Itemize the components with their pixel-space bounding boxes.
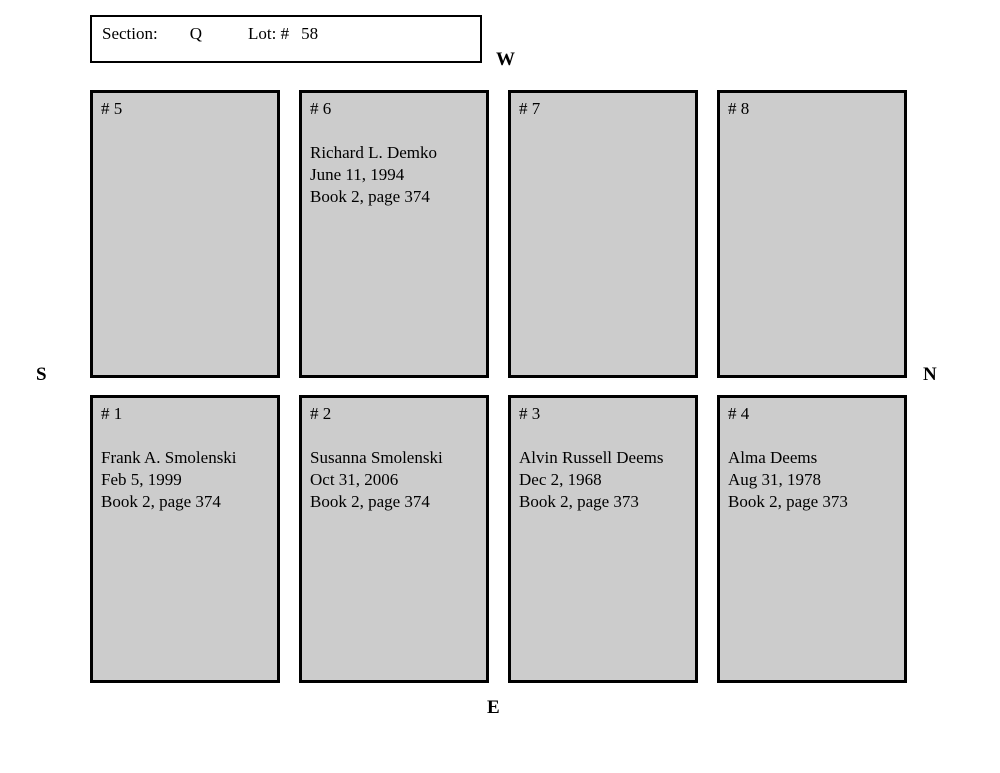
occupant-book-ref: Book 2, page 373 <box>519 492 639 511</box>
occupant-date: Oct 31, 2006 <box>310 470 399 489</box>
compass-north-label: N <box>923 364 937 385</box>
occupant-date: Feb 5, 1999 <box>101 470 182 489</box>
plot-8 <box>717 90 907 378</box>
lot-label: Lot: # <box>248 24 290 43</box>
plot-occupant-info <box>310 447 478 513</box>
occupant-name: Alvin Russell Deems <box>519 448 664 467</box>
plot-occupant-info <box>310 142 478 208</box>
occupant-book-ref: Book 2, page 373 <box>728 492 848 511</box>
plot-1 <box>90 395 280 683</box>
plot-occupant-info <box>519 447 687 513</box>
section-value: Q <box>189 24 202 43</box>
compass-south-label: S <box>36 364 47 385</box>
section-label: Section: <box>102 24 158 43</box>
plot-6 <box>299 90 489 378</box>
plot-number: # 7 <box>519 99 541 118</box>
occupant-book-ref: Book 2, page 374 <box>101 492 221 511</box>
occupant-name: Susanna Smolenski <box>310 448 443 467</box>
plot-occupant-info <box>728 447 896 513</box>
plot-number: # 2 <box>310 404 332 423</box>
occupant-name: Frank A. Smolenski <box>101 448 237 467</box>
compass-west-label: W <box>496 49 515 70</box>
occupant-name: Alma Deems <box>728 448 818 467</box>
plot-number: # 6 <box>310 99 332 118</box>
plot-3 <box>508 395 698 683</box>
plot-4 <box>717 395 907 683</box>
plot-5 <box>90 90 280 378</box>
plot-number: # 3 <box>519 404 541 423</box>
section-lot-header <box>90 15 482 63</box>
occupant-book-ref: Book 2, page 374 <box>310 492 430 511</box>
occupant-date: Dec 2, 1968 <box>519 470 602 489</box>
plot-grid <box>90 90 907 683</box>
lot-value: 58 <box>301 24 319 43</box>
occupant-date: June 11, 1994 <box>310 165 405 184</box>
occupant-date: Aug 31, 1978 <box>728 470 822 489</box>
compass-east-label: E <box>487 697 500 718</box>
plot-7 <box>508 90 698 378</box>
plot-number: # 5 <box>101 99 123 118</box>
plot-2 <box>299 395 489 683</box>
occupant-book-ref: Book 2, page 374 <box>310 187 430 206</box>
plot-number: # 1 <box>101 404 123 423</box>
plot-number: # 4 <box>728 404 750 423</box>
plot-occupant-info <box>101 447 269 513</box>
occupant-name: Richard L. Demko <box>310 143 437 162</box>
plot-number: # 8 <box>728 99 750 118</box>
